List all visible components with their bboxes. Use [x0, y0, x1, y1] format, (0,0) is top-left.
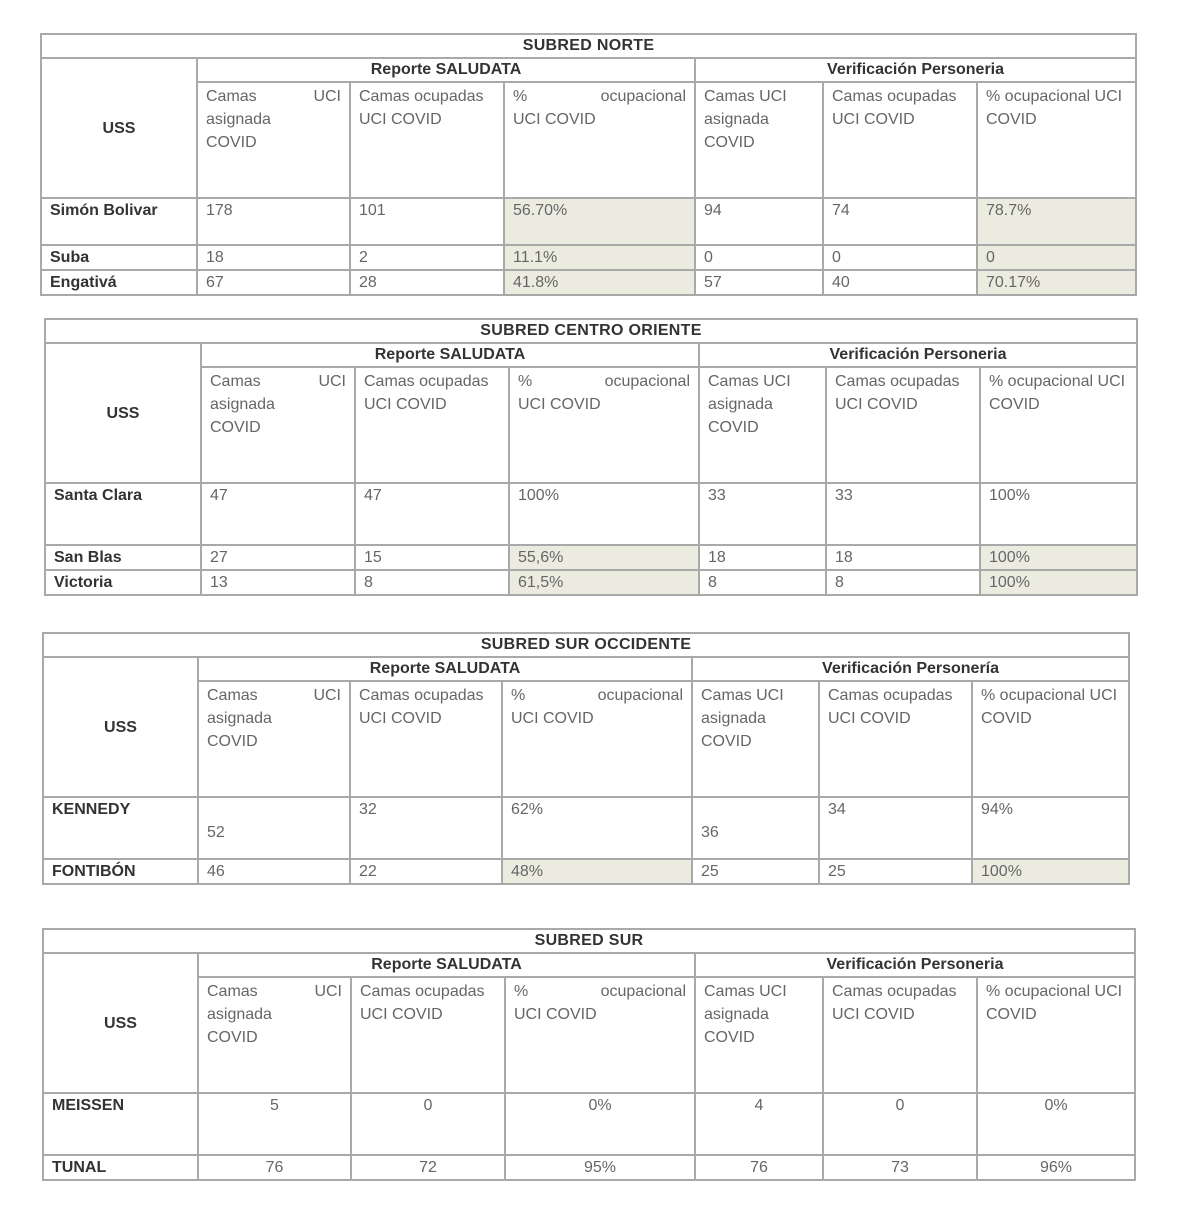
cell-value: 18 — [699, 545, 826, 570]
cell-value: 73 — [823, 1155, 977, 1180]
cell-value: 36 — [692, 797, 819, 859]
column-header-porcentaje-personeria: % ocupacional UCI COVID — [977, 977, 1135, 1093]
table-title: SUBRED SUR — [43, 929, 1135, 953]
table-row — [41, 245, 1136, 270]
column-header-camas-asignadas-personeria: Camas UCI asignada COVID — [695, 977, 823, 1093]
uss-name: MEISSEN — [43, 1093, 198, 1155]
cell-value: 61,5% — [509, 570, 699, 595]
column-header-camas-asignadas-personeria: Camas UCI asignada COVID — [692, 681, 819, 797]
cell-value: 100% — [980, 545, 1137, 570]
cell-value: 47 — [201, 483, 355, 545]
cell-value: 40 — [823, 270, 977, 295]
table-subred-sur-occidente — [42, 632, 1130, 885]
cell-value: 27 — [201, 545, 355, 570]
cell-value: 76 — [695, 1155, 823, 1180]
cell-value: 18 — [197, 245, 350, 270]
cell-value: 0 — [695, 245, 823, 270]
column-header-porcentaje: % ocupacional UCI COVID — [509, 367, 699, 483]
cell-value: 0 — [823, 245, 977, 270]
table-row — [43, 1155, 1135, 1180]
group-header-saludata: Reporte SALUDATA — [197, 58, 695, 82]
cell-value: 100% — [980, 483, 1137, 545]
cell-value: 57 — [695, 270, 823, 295]
table-row — [45, 570, 1137, 595]
cell-value: 41.8% — [504, 270, 695, 295]
table-row — [43, 859, 1129, 884]
table-title: SUBRED SUR OCCIDENTE — [43, 633, 1129, 657]
column-header-camas-asignadas: Camas UCI asignada COVID — [197, 82, 350, 198]
cell-value: 72 — [351, 1155, 505, 1180]
cell-value: 52 — [198, 797, 350, 859]
uss-header: USS — [41, 58, 197, 198]
uss-name: KENNEDY — [43, 797, 198, 859]
cell-value: 46 — [198, 859, 350, 884]
column-header-porcentaje: % ocupacional UCI COVID — [502, 681, 692, 797]
uss-name: Victoria — [45, 570, 201, 595]
column-header-camas-asignadas: Camas UCI asignada COVID — [201, 367, 355, 483]
cell-value: 101 — [350, 198, 504, 245]
group-header-saludata: Reporte SALUDATA — [201, 343, 699, 367]
table-row — [41, 270, 1136, 295]
column-header-camas-asignadas-personeria: Camas UCI asignada COVID — [695, 82, 823, 198]
cell-value: 15 — [355, 545, 509, 570]
cell-value: 22 — [350, 859, 502, 884]
cell-value: 67 — [197, 270, 350, 295]
table-row — [41, 198, 1136, 245]
uss-header: USS — [45, 343, 201, 483]
group-header-personeria: Verificación Personería — [692, 657, 1129, 681]
cell-value: 28 — [350, 270, 504, 295]
group-header-personeria: Verificación Personeria — [695, 58, 1136, 82]
uss-name: San Blas — [45, 545, 201, 570]
cell-value: 8 — [699, 570, 826, 595]
cell-value: 62% — [502, 797, 692, 859]
cell-value: 8 — [826, 570, 980, 595]
column-header-porcentaje-personeria: % ocupacional UCI COVID — [972, 681, 1129, 797]
cell-value: 74 — [823, 198, 977, 245]
column-header-porcentaje-personeria: % ocupacional UCI COVID — [977, 82, 1136, 198]
column-header-camas-ocupadas: Camas ocupadas UCI COVID — [355, 367, 509, 483]
table-subred-sur — [42, 928, 1136, 1181]
column-header-camas-ocupadas-personeria: Camas ocupadas UCI COVID — [823, 977, 977, 1093]
column-header-porcentaje: % ocupacional UCI COVID — [505, 977, 695, 1093]
column-header-camas-ocupadas-personeria: Camas ocupadas UCI COVID — [823, 82, 977, 198]
cell-value: 55,6% — [509, 545, 699, 570]
cell-value: 78.7% — [977, 198, 1136, 245]
cell-value: 0 — [977, 245, 1136, 270]
column-header-porcentaje-personeria: % ocupacional UCI COVID — [980, 367, 1137, 483]
cell-value: 48% — [502, 859, 692, 884]
cell-value: 178 — [197, 198, 350, 245]
column-header-porcentaje: % ocupacional UCI COVID — [504, 82, 695, 198]
cell-value: 34 — [819, 797, 972, 859]
uss-header: USS — [43, 657, 198, 797]
cell-value: 95% — [505, 1155, 695, 1180]
cell-value: 5 — [198, 1093, 351, 1155]
cell-value: 33 — [699, 483, 826, 545]
uss-name: TUNAL — [43, 1155, 198, 1180]
cell-value: 32 — [350, 797, 502, 859]
table-row — [43, 1093, 1135, 1155]
column-header-camas-ocupadas: Camas ocupadas UCI COVID — [351, 977, 505, 1093]
cell-value: 13 — [201, 570, 355, 595]
table-title: SUBRED CENTRO ORIENTE — [45, 319, 1137, 343]
cell-value: 56.70% — [504, 198, 695, 245]
cell-value: 8 — [355, 570, 509, 595]
group-header-personeria: Verificación Personeria — [699, 343, 1137, 367]
column-header-camas-asignadas: Camas UCI asignada COVID — [198, 977, 351, 1093]
uss-name: Suba — [41, 245, 197, 270]
uss-name: FONTIBÓN — [43, 859, 198, 884]
cell-value: 76 — [198, 1155, 351, 1180]
column-header-camas-asignadas-personeria: Camas UCI asignada COVID — [699, 367, 826, 483]
table-row — [45, 545, 1137, 570]
cell-value: 100% — [972, 859, 1129, 884]
table-subred-norte — [40, 33, 1137, 296]
group-header-personeria: Verificación Personeria — [695, 953, 1135, 977]
uss-name: Simón Bolivar — [41, 198, 197, 245]
table-title: SUBRED NORTE — [41, 34, 1136, 58]
cell-value: 25 — [692, 859, 819, 884]
cell-value: 2 — [350, 245, 504, 270]
table-row — [45, 483, 1137, 545]
cell-value: 47 — [355, 483, 509, 545]
cell-value: 100% — [509, 483, 699, 545]
uss-name: Engativá — [41, 270, 197, 295]
table-row — [43, 797, 1129, 859]
column-header-camas-ocupadas-personeria: Camas ocupadas UCI COVID — [826, 367, 980, 483]
cell-value: 70.17% — [977, 270, 1136, 295]
cell-value: 18 — [826, 545, 980, 570]
cell-value: 100% — [980, 570, 1137, 595]
cell-value: 33 — [826, 483, 980, 545]
cell-value: 96% — [977, 1155, 1135, 1180]
cell-value: 11.1% — [504, 245, 695, 270]
cell-value: 94% — [972, 797, 1129, 859]
group-header-saludata: Reporte SALUDATA — [198, 657, 692, 681]
cell-value: 0% — [505, 1093, 695, 1155]
cell-value: 0 — [351, 1093, 505, 1155]
cell-value: 94 — [695, 198, 823, 245]
column-header-camas-asignadas: Camas UCI asignada COVID — [198, 681, 350, 797]
table-subred-centro-oriente — [44, 318, 1138, 596]
column-header-camas-ocupadas: Camas ocupadas UCI COVID — [350, 681, 502, 797]
column-header-camas-ocupadas: Camas ocupadas UCI COVID — [350, 82, 504, 198]
cell-value: 0% — [977, 1093, 1135, 1155]
cell-value: 0 — [823, 1093, 977, 1155]
group-header-saludata: Reporte SALUDATA — [198, 953, 695, 977]
cell-value: 4 — [695, 1093, 823, 1155]
cell-value: 25 — [819, 859, 972, 884]
column-header-camas-ocupadas-personeria: Camas ocupadas UCI COVID — [819, 681, 972, 797]
uss-header: USS — [43, 953, 198, 1093]
uss-name: Santa Clara — [45, 483, 201, 545]
